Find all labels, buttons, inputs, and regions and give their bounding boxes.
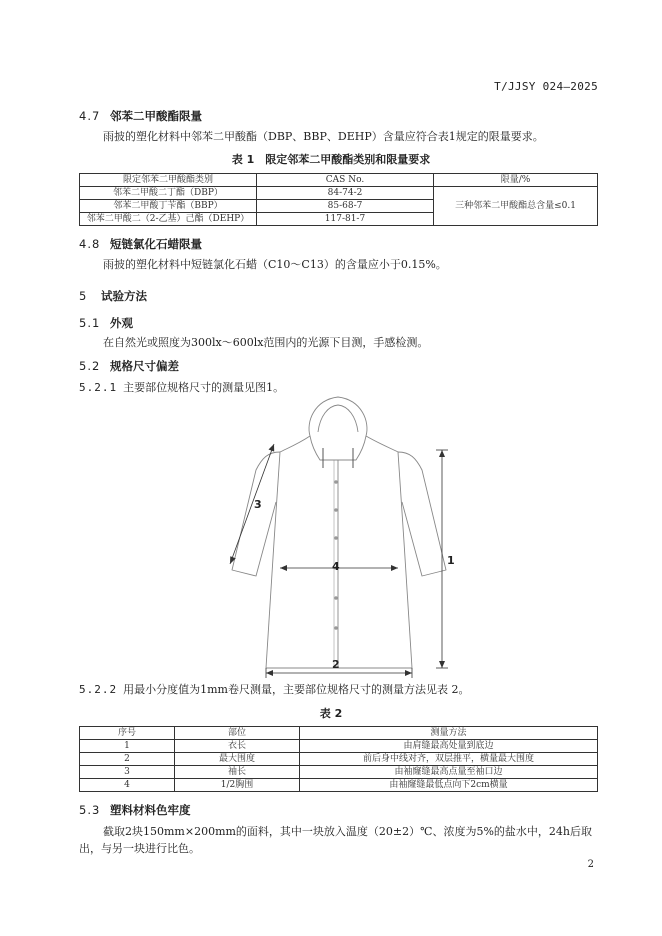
section-number: 4.7: [79, 109, 101, 123]
table-cell: 袖长: [175, 766, 300, 779]
section-title: 邻苯二甲酸酯限量: [110, 109, 203, 123]
table-cell: 前后身中线对齐，双层推平，横量最大围度: [300, 753, 598, 766]
table-cell: 1: [80, 740, 175, 753]
table-cell: 3: [80, 766, 175, 779]
table-cell: 由袖窿缝最高点量至袖口边: [300, 766, 598, 779]
table-cell: 最大围度: [175, 753, 300, 766]
section-title: 试验方法: [101, 289, 148, 303]
raincoat-body: [266, 436, 412, 668]
table-header-cell: CAS No.: [257, 174, 434, 187]
section-4-7-text: 雨披的塑化材料中邻苯二甲酸酯（DBP、BBP、DEHP）含量应符合表1规定的限量要求。: [103, 130, 544, 143]
section-4-8-heading: [79, 236, 202, 252]
section-5-heading: [79, 288, 147, 304]
table-cell: 邻苯二甲酸二丁酯（DBP）: [80, 187, 257, 200]
table-2-caption: 表 2: [319, 707, 343, 720]
table-row: [80, 779, 598, 792]
table-header-cell: 测量方法: [300, 727, 598, 740]
table-row: [80, 187, 598, 200]
table-cell: 84-74-2: [257, 187, 434, 200]
table-limit-cell: 三种邻苯二甲酸酯总含量≤0.1: [434, 187, 598, 226]
section-4-7-heading: [79, 108, 202, 124]
table-header-cell: 部位: [175, 727, 300, 740]
section-5-1-heading: [79, 315, 133, 331]
section-5-3-text: 截取2块150mm×200mm的面料，其中一块放入温度（20±2）℃、浓度为5%的盐水中，24h后取出，与另一块进行比色。: [79, 825, 592, 855]
table-row: [80, 740, 598, 753]
table-cell: 117-81-7: [257, 213, 434, 226]
section-title: 规格尺寸偏差: [110, 359, 180, 373]
raincoat-button: [334, 536, 338, 540]
table-1: [79, 173, 598, 226]
table-cell: 由袖窿缝最低点向下2cm横量: [300, 779, 598, 792]
table-header-row: [80, 174, 598, 187]
raincoat-button: [334, 508, 338, 512]
section-number: 5: [79, 289, 88, 303]
section-number: 5.1: [79, 316, 101, 330]
table-cell: 邻苯二甲酸二（2-乙基）己酯（DEHP）: [80, 213, 257, 226]
table-header-cell: 限量/%: [434, 174, 598, 187]
table-cell: 1/2胸围: [175, 779, 300, 792]
table-1-caption: 表 1 限定邻苯二甲酸酯类别和限量要求: [231, 153, 431, 166]
table-header-row: [80, 727, 598, 740]
raincoat-button: [334, 626, 338, 630]
clause-text: 用最小分度值为1mm卷尺测量，主要部位规格尺寸的测量方法见表 2。: [123, 683, 470, 696]
table-cell: 由肩缝最高处量到底边: [300, 740, 598, 753]
clause-number: 5.2.1: [79, 381, 118, 394]
section-5-2-heading: [79, 358, 179, 374]
clause-number: 5.2.2: [79, 683, 118, 696]
page-number: 2: [587, 859, 594, 870]
dimension-line-sleeve-length: [230, 444, 274, 564]
dimension-label-sleeve-length: 3: [254, 498, 262, 511]
section-number: 4.8: [79, 237, 101, 251]
table-cell: 邻苯二甲酸丁苄酯（BBP）: [80, 200, 257, 213]
table-cell: 4: [80, 779, 175, 792]
section-title: 塑料材料色牢度: [110, 803, 191, 817]
section-title: 外观: [110, 316, 134, 330]
section-5-1-text: 在自然光或照度为300lx～600lx范围内的光源下目测，手感检测。: [103, 336, 429, 349]
dimension-label-length: 1: [447, 554, 455, 567]
table-cell: 85-68-7: [257, 200, 434, 213]
table-header-cell: 限定邻苯二甲酸酯类别: [80, 174, 257, 187]
raincoat-button: [334, 480, 338, 484]
raincoat-measurement-figure: [210, 392, 470, 682]
table-2: [79, 726, 598, 792]
table-cell: 衣长: [175, 740, 300, 753]
section-number: 5.2: [79, 359, 101, 373]
dimension-label-half-chest: 4: [332, 560, 340, 573]
standard-number: T/JJSY 024—2025: [494, 80, 598, 93]
table-row: [80, 766, 598, 779]
table-header-cell: 序号: [80, 727, 175, 740]
section-4-8-text: 雨披的塑化材料中短链氯化石蜡（C10～C13）的含量应小于0.15%。: [103, 258, 447, 271]
raincoat-hood: [309, 397, 367, 460]
section-title: 短链氯化石蜡限量: [110, 237, 203, 251]
table-cell: 2: [80, 753, 175, 766]
raincoat-button: [334, 596, 338, 600]
section-number: 5.3: [79, 803, 101, 817]
dimension-label-hem-width: 2: [332, 658, 340, 671]
table-row: [80, 753, 598, 766]
section-5-2-2-text: [79, 682, 469, 698]
clause-text: 主要部位规格尺寸的测量见图1。: [123, 381, 285, 394]
section-5-3-heading: [79, 802, 191, 818]
